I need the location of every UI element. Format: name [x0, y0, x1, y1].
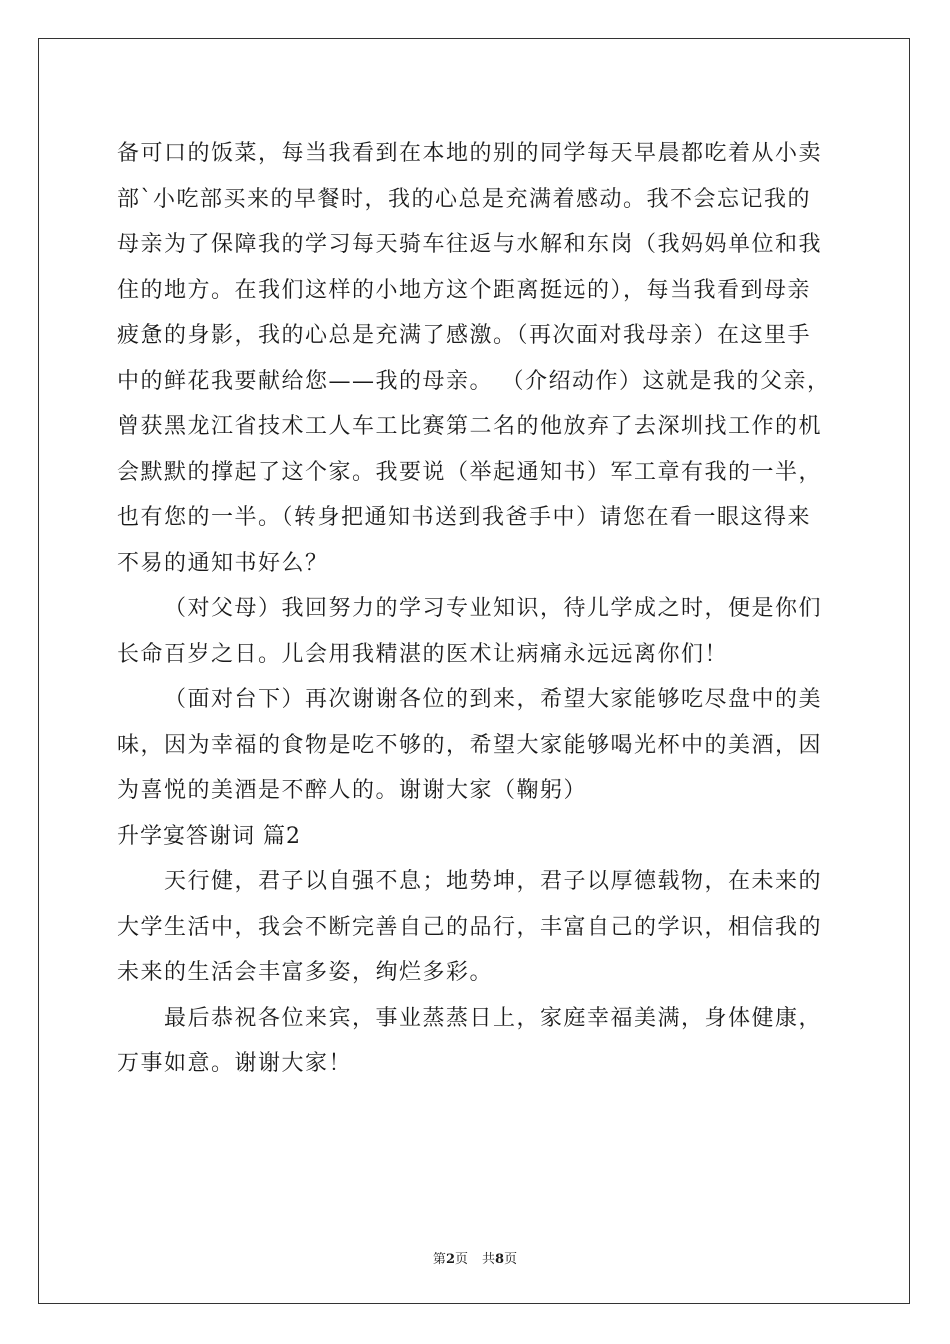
paragraph-start-line: （对父母）我回努力的学习专业知识，待儿学成之时，便是你们	[164, 596, 823, 621]
text-line: 曾获黑龙江省技术工人车工比赛第二名的他放弃了去深圳找工作的机	[117, 414, 823, 439]
paragraph-start-line: 天行健，君子以自强不息；地势坤，君子以厚德载物，在未来的	[164, 869, 823, 894]
text-line: 长命百岁之日。儿会用我精湛的医术让病痛永远远离你们！	[117, 641, 729, 667]
total-prefix: 共	[482, 1252, 496, 1267]
text-line: 备可口的饭菜，每当我看到在本地的别的同学每天早晨都吃着从小卖	[117, 141, 823, 166]
total-pages: 8	[495, 1252, 505, 1267]
page-footer	[0, 1248, 950, 1267]
text-line: 母亲为了保障我的学习每天骑车往返与水解和东岗（我妈妈单位和我	[117, 232, 823, 257]
text-line: 中的鲜花我要献给您——我的母亲。 （介绍动作）这就是我的父亲，	[117, 368, 831, 394]
page-suffix: 页	[454, 1252, 468, 1267]
document-body	[117, 131, 839, 1087]
text-line: 不易的通知书好么？	[117, 550, 329, 576]
text-line: 为喜悦的美酒是不醉人的。谢谢大家（鞠躬）	[117, 778, 588, 803]
total-suffix: 页	[504, 1252, 518, 1267]
text-line: 未来的生活会丰富多姿，绚烂多彩。	[117, 960, 494, 985]
text-line: 万事如意。谢谢大家！	[117, 1051, 353, 1076]
text-line: 住的地方。在我们这样的小地方这个距离挺远的），每当我看到母亲	[117, 277, 812, 303]
text-line: 味，因为幸福的食物是吃不够的，希望大家能够喝光杯中的美酒，因	[117, 732, 823, 758]
page-number: 2	[445, 1252, 455, 1267]
page-prefix: 第	[432, 1252, 446, 1267]
paragraph-start-line: （面对台下）再次谢谢各位的到来，希望大家能够吃尽盘中的美	[164, 687, 823, 712]
text-line: 也有您的一半。（转身把通知书送到我爸手中）请您在看一眼这得来	[117, 505, 812, 530]
text-line: 部`小吃部买来的早餐时，我的心总是充满着感动。我不会忘记我的	[117, 186, 812, 212]
text-line: 大学生活中，我会不断完善自己的品行，丰富自己的学识，相信我的	[117, 914, 823, 940]
section-heading: 升学宴答谢词 篇2	[117, 823, 301, 849]
text-line: 疲惫的身影，我的心总是充满了感激。（再次面对我母亲）在这里手	[117, 323, 812, 348]
text-line: 会默默的撑起了这个家。我要说（举起通知书）军工章有我的一半，	[117, 459, 823, 485]
paragraph-start-line: 最后恭祝各位来宾，事业蒸蒸日上，家庭幸福美满，身体健康，	[164, 1005, 823, 1031]
